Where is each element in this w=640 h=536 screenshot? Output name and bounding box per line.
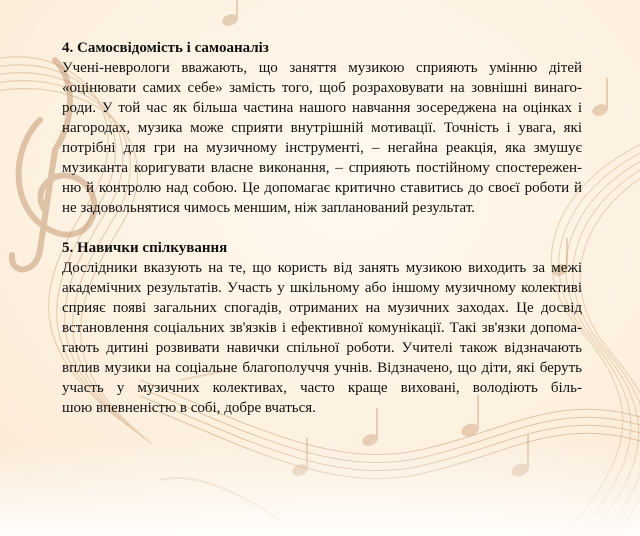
text-line: нагородах, музика може сприяти внутрішній мотивації. Точність і увага, які	[62, 120, 582, 136]
text-line: музиканта коригувати власне виконання, – сприяють постійному спостережен-	[62, 160, 582, 176]
text-line: ню й контролю над собою. Це допомагає критично ставитись до своєї роботи й	[62, 180, 582, 196]
text-line: роди. У той час як більша частина нашого навчання зосереджена на оцінках і	[62, 100, 582, 116]
text-line: сприяє появі загальних спогадів, отриманих на музичних заходах. Це досвід	[62, 300, 582, 316]
paragraph	[62, 258, 582, 418]
section-title: 4. Самосвідомість і самоаналіз	[62, 40, 269, 56]
section-communication-skills	[62, 238, 582, 418]
text-line: Дослідники вказують на те, що користь від занять музикою виходить за межі	[62, 260, 582, 276]
section-gap	[62, 218, 582, 238]
text-line: встановлення соціальних зв'язків і ефективної комунікації. Такі зв'язки допома-	[62, 320, 582, 336]
section-title: 5. Навички спілкування	[62, 240, 228, 256]
text-line: академічних результатів. Участь у шкільному або іншому музичному колективі	[62, 280, 582, 296]
text-line: шою впевненістю в собі, добре вчаться.	[62, 400, 316, 416]
text-line: вплив музики на соціальне благополуччя учнів. Відзначено, що діти, які беруть	[62, 360, 582, 376]
document-body	[62, 38, 582, 418]
text-line: Учені-неврологи вважають, що заняття музикою сприяють умінню дітей	[62, 60, 582, 76]
text-line: не задовольнятися чимось меншим, ніж запланований результат.	[62, 200, 476, 216]
paragraph	[62, 58, 582, 218]
text-line: «оцінювати самих себе» замість того, щоб розраховувати на зовнішні винаго-	[62, 80, 582, 96]
text-line: участь у музичних колективах, часто краще виховані, володіють біль-	[62, 380, 582, 396]
text-line: потрібні для гри на музичному інструменті, – негайна реакція, яка змушує	[62, 140, 582, 156]
text-line: гають дитині розвивати навички спільної роботи. Учителі також відзначають	[62, 340, 582, 356]
section-self-awareness	[62, 38, 582, 218]
